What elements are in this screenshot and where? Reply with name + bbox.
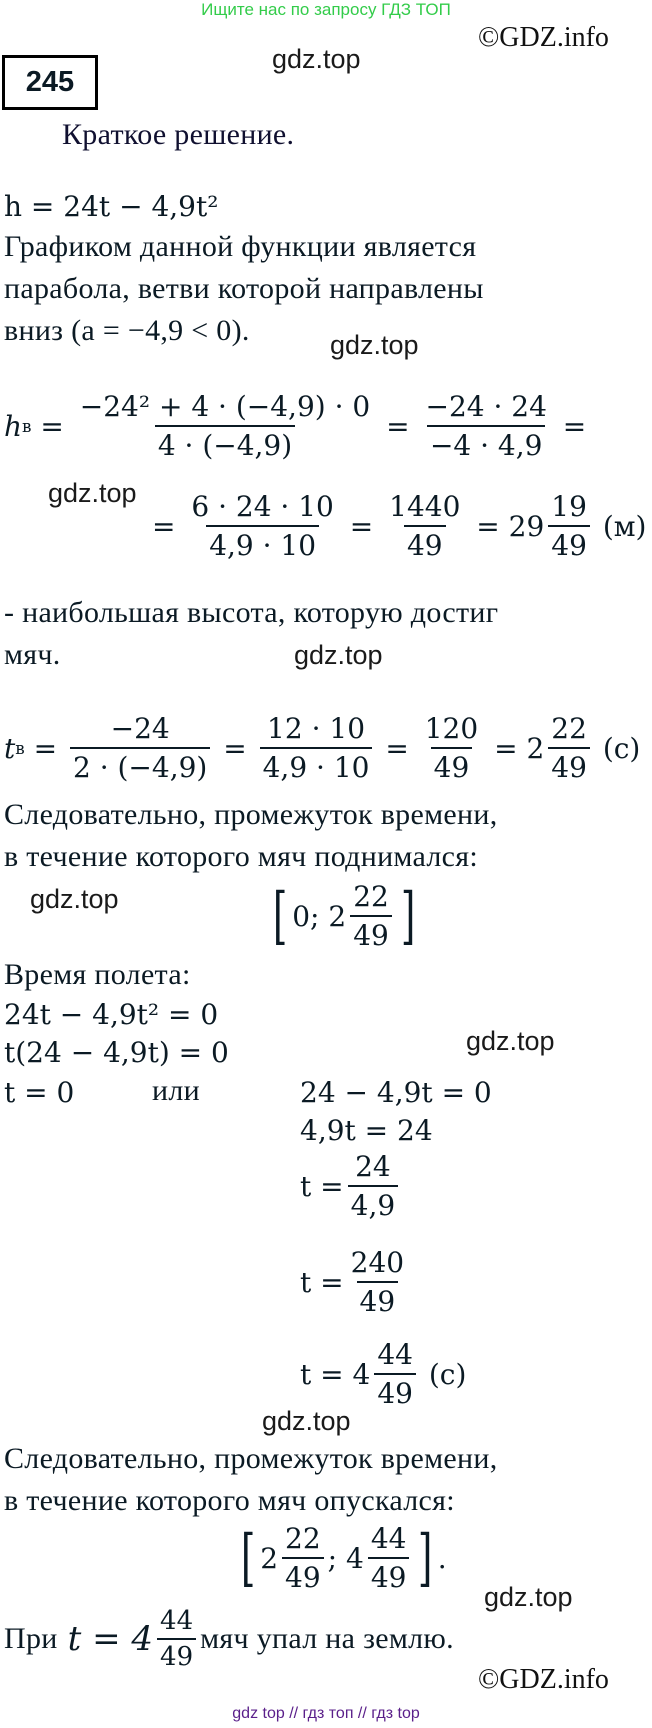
- watermark: gdz.top: [466, 1026, 555, 1056]
- fraction: $\frac{1440}{49}$: [389, 490, 461, 562]
- paragraph-line: в течение которого мяч опускался:: [4, 1484, 455, 1517]
- equation: 24t − 4,9t² = 0: [4, 998, 219, 1031]
- watermark: gdz.top: [48, 478, 137, 508]
- paragraph-line: - наибольшая высота, которую достиг: [4, 596, 499, 629]
- watermark: gdz.top: [262, 1406, 351, 1436]
- function-formula: h = 24t − 4,9t²: [4, 190, 219, 223]
- equation: t(24 − 4,9t) = 0: [4, 1036, 229, 1069]
- top-banner[interactable]: Ищите нас по запросу ГДЗ ТОП: [201, 0, 451, 19]
- flight-label: Время полета:: [4, 958, 191, 991]
- fraction: $\frac{12 \cdot 10}{4,9 \cdot 10}$: [260, 712, 373, 784]
- paragraph-line: парабола, ветви которой направлены: [4, 272, 484, 305]
- fraction: $\frac{6 \cdot 24 \cdot 10}{4,9 \cdot 10}$: [191, 490, 334, 562]
- problem-number-box: [2, 55, 98, 110]
- fraction: $\frac{19}{49}$: [548, 490, 590, 562]
- paragraph-line: Графиком данной функции является: [4, 230, 477, 263]
- paragraph-line: в течение которого мяч поднимался:: [4, 840, 479, 873]
- copyright-top: ©GDZ.info: [478, 22, 609, 53]
- equation-fraction: t = $\frac{240}{49}$: [300, 1246, 405, 1318]
- paragraph-line: мяч.: [4, 638, 61, 671]
- or-word: или: [152, 1074, 200, 1107]
- rise-interval: [ 0 ; 2 $\frac{22}{49}$ ]: [272, 879, 416, 952]
- copyright-bottom: ©GDZ.info: [478, 1664, 609, 1695]
- h-vertex-formula: h в = $\frac{\text{−24² + 4 · (−4,9) · 0}}{4 \cdot (-4,9)}$ = $\frac{-24 \cdot 24}{-4 \cdot 4,9}$ =: [4, 390, 587, 462]
- h-vertex-result: = $\frac{6 \cdot 24 \cdot 10}{4,9 \cdot 10}$ = $\frac{1440}{49}$ = 29 $\frac{19}{49}$ (м): [152, 490, 647, 562]
- final-statement: При t = 4 $\frac{44}{49}$ мяч упал на землю.: [4, 1606, 454, 1672]
- fraction: $\frac{-24 \cdot 24}{-4 \cdot 4,9}$: [425, 390, 547, 462]
- fraction: $\frac{\text{−24² + 4 · (−4,9) · 0}}{4 \cdot (-4,9)}$: [79, 390, 371, 462]
- subtitle: Краткое решение.: [62, 118, 295, 151]
- t-vertex-formula: t в = $\frac{-24}{2 \cdot (-4,9)}$ = $\frac{12 \cdot 10}{4,9 \cdot 10}$ = $\frac{120}{49}$ = 2 $\frac{22}{49}$ (с): [4, 712, 641, 784]
- watermark: gdz.top: [294, 640, 383, 670]
- problem-number: 245: [25, 66, 75, 98]
- fall-interval: [ 2 $\frac{22}{49}$ ; 4 $\frac{44}{49}$ ] .: [240, 1521, 447, 1594]
- equation-fraction: t = $\frac{24}{4,9}$: [300, 1150, 402, 1222]
- paragraph-line: вниз (a = −4,9 < 0).: [4, 314, 250, 347]
- fraction: $\frac{120}{49}$: [424, 712, 479, 784]
- watermark: gdz.top: [30, 884, 119, 914]
- paragraph-line: Следовательно, промежуток времени,: [4, 798, 498, 831]
- equation: t = 0: [4, 1076, 75, 1109]
- watermark: gdz.top: [484, 1582, 573, 1612]
- equation: 4,9t = 24: [300, 1114, 433, 1147]
- bottom-banner[interactable]: gdz top // гдз топ // гдз top: [232, 1705, 420, 1722]
- fraction: $\frac{22}{49}$: [548, 712, 590, 784]
- fraction: $\frac{-24}{2 \cdot (-4,9)}$: [70, 712, 210, 784]
- equation: 24 − 4,9t = 0: [300, 1076, 492, 1109]
- watermark: gdz.top: [330, 330, 419, 360]
- watermark: gdz.top: [272, 44, 361, 74]
- paragraph-line: Следовательно, промежуток времени,: [4, 1442, 498, 1475]
- equation-fraction: t = 4 $\frac{44}{49}$ (с): [300, 1338, 467, 1410]
